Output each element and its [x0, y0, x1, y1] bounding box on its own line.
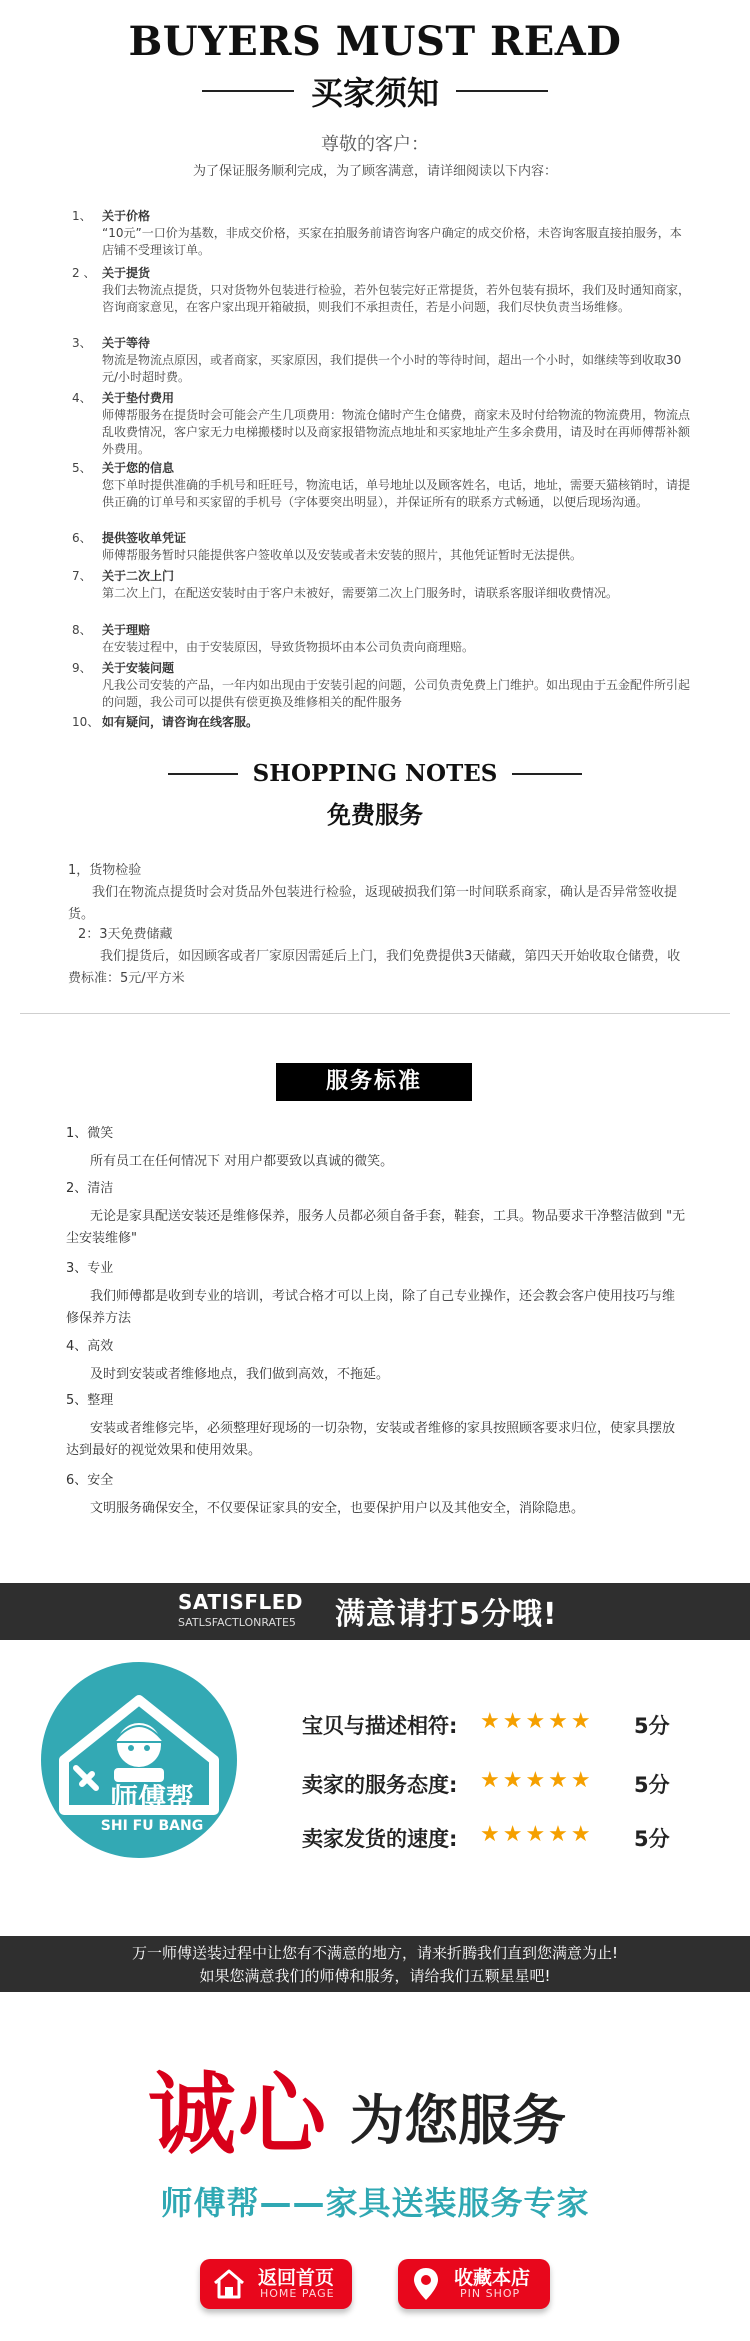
rating-label: 宝贝与描述相符: — [302, 1714, 458, 1738]
shopping-title-en: SHOPPING NOTES — [252, 760, 498, 787]
free-service-body — [68, 882, 688, 926]
pin-shop-label: 收藏本店 — [454, 2267, 531, 2289]
page-title-cn: 买家须知 — [310, 74, 439, 112]
notice-item — [72, 265, 692, 316]
page-title-en: BUYERS MUST READ — [128, 18, 622, 65]
notice-item — [72, 530, 692, 564]
notice-item — [72, 390, 692, 458]
standard-item — [66, 1470, 686, 1520]
satisfaction-title-cn: 满意请打5分哦! — [335, 1597, 558, 1632]
notice-num: 2 、 — [72, 266, 96, 280]
standard-item — [66, 1336, 686, 1386]
satisfaction-title-en: SATISFLED — [178, 1590, 303, 1614]
notice-body: 凡我公司安装的产品，一年内如出现由于安装引起的问题，公司负责免费上门维护。如出现由于五金配件所引起的问题，我公司可以提供有偿更换及维修相关的配件服务 — [102, 678, 691, 709]
notice-item — [72, 714, 692, 731]
notice-item — [72, 622, 692, 656]
notice-body: “10元”一口价为基数，非成交价格，买家在拍服务前请咨询客户确定的成交价格，未咨询客服直接拍服务，本店铺不受理该订单。 — [102, 226, 682, 257]
logo-text-en: SHI FU BANG — [100, 1818, 204, 1834]
divider-left — [168, 773, 238, 775]
standard-item — [66, 1390, 686, 1462]
notice-title: 关于理赔 — [102, 623, 151, 637]
notice-title: 关于安装问题 — [102, 661, 175, 675]
notice-body: 在安装过程中，由于安装原因，导致货物损坏由本公司负责向商理赔。 — [102, 640, 475, 654]
rating-stars[interactable]: ★★★★★ — [480, 1768, 594, 1793]
standard-body: 所有员工在任何情况下 对用户都要致以真诚的微笑。 — [90, 1154, 394, 1169]
standard-title: 5、整理 — [66, 1393, 114, 1408]
notice-num: 5、 — [72, 461, 92, 475]
brand-tagline: 师傅帮——家具送装服务专家 — [160, 2184, 590, 2222]
free-service-title: 1，货物检验 — [68, 863, 142, 878]
shifubang-logo — [34, 1660, 244, 1860]
standard-item — [66, 1178, 686, 1250]
notice-title: 关于价格 — [102, 209, 151, 223]
standard-body: 无论是家具配送安装还是维修保养，服务人员都必须自备手套，鞋套，工具。物品要求干净整洁做到 "无尘安装维修" — [66, 1209, 686, 1246]
notice-title: 关于二次上门 — [102, 569, 175, 583]
notice-title: 关于等待 — [102, 336, 151, 350]
rating-score: 5分 — [634, 1773, 670, 1797]
notice-item — [72, 568, 692, 602]
free-service-body — [68, 946, 688, 990]
divider-right — [512, 773, 582, 775]
standard-body: 我们师傅都是收到专业的培训，考试合格才可以上岗，除了自己专业操作，还会教会客户使用技巧与维修保养方法 — [66, 1289, 676, 1326]
standard-body: 文明服务确保安全，不仅要保证家具的安全，也要保护用户以及其他安全，消除隐患。 — [90, 1501, 585, 1516]
notice-item — [72, 660, 692, 711]
worker-eye-icon — [144, 1745, 150, 1751]
message-line: 万一师傅送装过程中让您有不满意的地方，请来折腾我们直到您满意为止! — [131, 1944, 619, 1962]
standard-title: 6、安全 — [66, 1473, 114, 1488]
standard-title: 4、高效 — [66, 1339, 114, 1354]
notice-body: 师傅帮服务暂时只能提供客户签收单以及安装或者未安装的照片，其他凭证暂时无法提供。 — [102, 548, 583, 562]
page-title-cn-row — [0, 68, 750, 114]
rating-score: 5分 — [634, 1714, 670, 1738]
notice-item — [72, 335, 692, 386]
notice-body: 我们去物流点提货，只对货物外包装进行检验，若外包装完好正常提货，若外包装有损坏，我们及时通知商家，咨询商家意见，在客户家出现开箱破损，则我们不承担责任，若是小问题，我们尽快负责当场维修。 — [102, 283, 691, 314]
shopping-title-cn: 免费服务 — [327, 801, 423, 829]
standard-title: 1、微笑 — [66, 1126, 114, 1141]
pin-shop-sublabel: PIN SHOP — [460, 2287, 521, 2300]
rating-label: 卖家发货的速度: — [302, 1827, 458, 1851]
free-service-text: 我们在物流点提货时会对货品外包装进行检验，返现破损我们第一时间联系商家，确认是否异常签收提货。 — [68, 885, 678, 922]
notice-num: 7、 — [72, 569, 92, 583]
notice-title: 如有疑问，请咨询在线客服。 — [102, 715, 259, 729]
free-service-title: 2：3天免费储藏 — [78, 927, 173, 942]
standard-body: 安装或者维修完毕，必须整理好现场的一切杂物，安装或者维修的家具按照顾客要求归位，使家具摆放达到最好的视觉效果和使用效果。 — [66, 1421, 676, 1458]
standard-item — [66, 1258, 686, 1330]
notice-num: 6、 — [72, 531, 92, 545]
notice-num: 1、 — [72, 209, 92, 223]
free-service-text: 我们提货后，如因顾客或者厂家原因需延后上门，我们免费提供3天储藏，第四天开始收取仓储费，收费标准：5元/平方米 — [68, 949, 681, 986]
rating-stars[interactable]: ★★★★★ — [480, 1709, 594, 1734]
overalls-icon — [114, 1768, 164, 1782]
slogan-heart: 诚心 — [148, 2063, 329, 2166]
notice-num: 10、 — [72, 715, 100, 729]
standard-body: 及时到安装或者维修地点，我们做到高效，不拖延。 — [90, 1367, 390, 1382]
satisfaction-subtitle-en: SATLSFACTLONRATE5 — [178, 1616, 296, 1629]
standard-item — [66, 1123, 686, 1173]
home-page-sublabel: HOME PAGE — [260, 2287, 335, 2300]
notice-body: 您下单时提供准确的手机号和旺旺号，物流电话，单号地址以及顾客姓名，电话，地址，需要天猫核销时，请提供正确的订单号和买家留的手机号（字体要突出明显），并保证所有的联系方式畅通，以便后现场沟通。 — [102, 478, 691, 509]
slogan-service: 为您服务 — [350, 2089, 566, 2152]
location-pin-icon — [412, 2266, 440, 2302]
notice-title: 关于垫付费用 — [102, 391, 175, 405]
notice-num: 4、 — [72, 391, 92, 405]
home-page-button[interactable] — [200, 2259, 352, 2309]
notice-body: 师傅帮服务在提货时会可能会产生几项费用：物流仓储时产生仓储费，商家未及时付给物流的物流费用，物流点乱收费情况，客户家无力电梯搬楼时以及商家报错物流点地址和买家地址产生多余费用，请及时在再师傅帮补额外费用。 — [102, 408, 691, 456]
standard-title: 3、专业 — [66, 1261, 114, 1276]
divider-right — [456, 90, 548, 92]
notice-num: 9、 — [72, 661, 92, 675]
greeting: 尊敬的客户： — [321, 134, 429, 155]
rating-stars[interactable]: ★★★★★ — [480, 1822, 594, 1847]
section-divider — [20, 1013, 730, 1014]
notice-num: 3、 — [72, 336, 92, 350]
intro-text: 为了保证服务顺利完成，为了顾客满意，请详细阅读以下内容： — [192, 164, 557, 179]
home-page-label: 返回首页 — [258, 2267, 335, 2289]
notice-item — [72, 208, 692, 259]
notice-title: 关于提货 — [102, 266, 151, 280]
notice-body: 第二次上门，在配送安装时由于客户未被好，需要第二次上门服务时，请联系客服详细收费情况。 — [102, 586, 619, 600]
rating-label: 卖家的服务态度: — [302, 1773, 458, 1797]
worker-eye-icon — [128, 1745, 134, 1751]
logo-text-cn: 师傅帮 — [109, 1782, 195, 1815]
pin-shop-button[interactable] — [398, 2259, 550, 2309]
notice-body: 物流是物流点原因，或者商家，买家原因，我们提供一个小时的等待时间，超出一个小时，如继续等到收取30元/小时超时费。 — [102, 353, 682, 384]
rating-score: 5分 — [634, 1827, 670, 1851]
shopping-title-row — [0, 760, 750, 787]
notice-num: 8、 — [72, 623, 92, 637]
notice-title: 提供签收单凭证 — [102, 531, 187, 545]
notice-title: 关于您的信息 — [102, 461, 175, 475]
standard-title: 2、清洁 — [66, 1181, 114, 1196]
standards-title: 服务标准 — [276, 1063, 472, 1101]
message-line: 如果您满意我们的师傅和服务，请给我们五颗星星吧! — [199, 1967, 551, 1985]
divider-left — [202, 90, 294, 92]
home-icon — [212, 2268, 246, 2300]
notice-item — [72, 460, 692, 511]
